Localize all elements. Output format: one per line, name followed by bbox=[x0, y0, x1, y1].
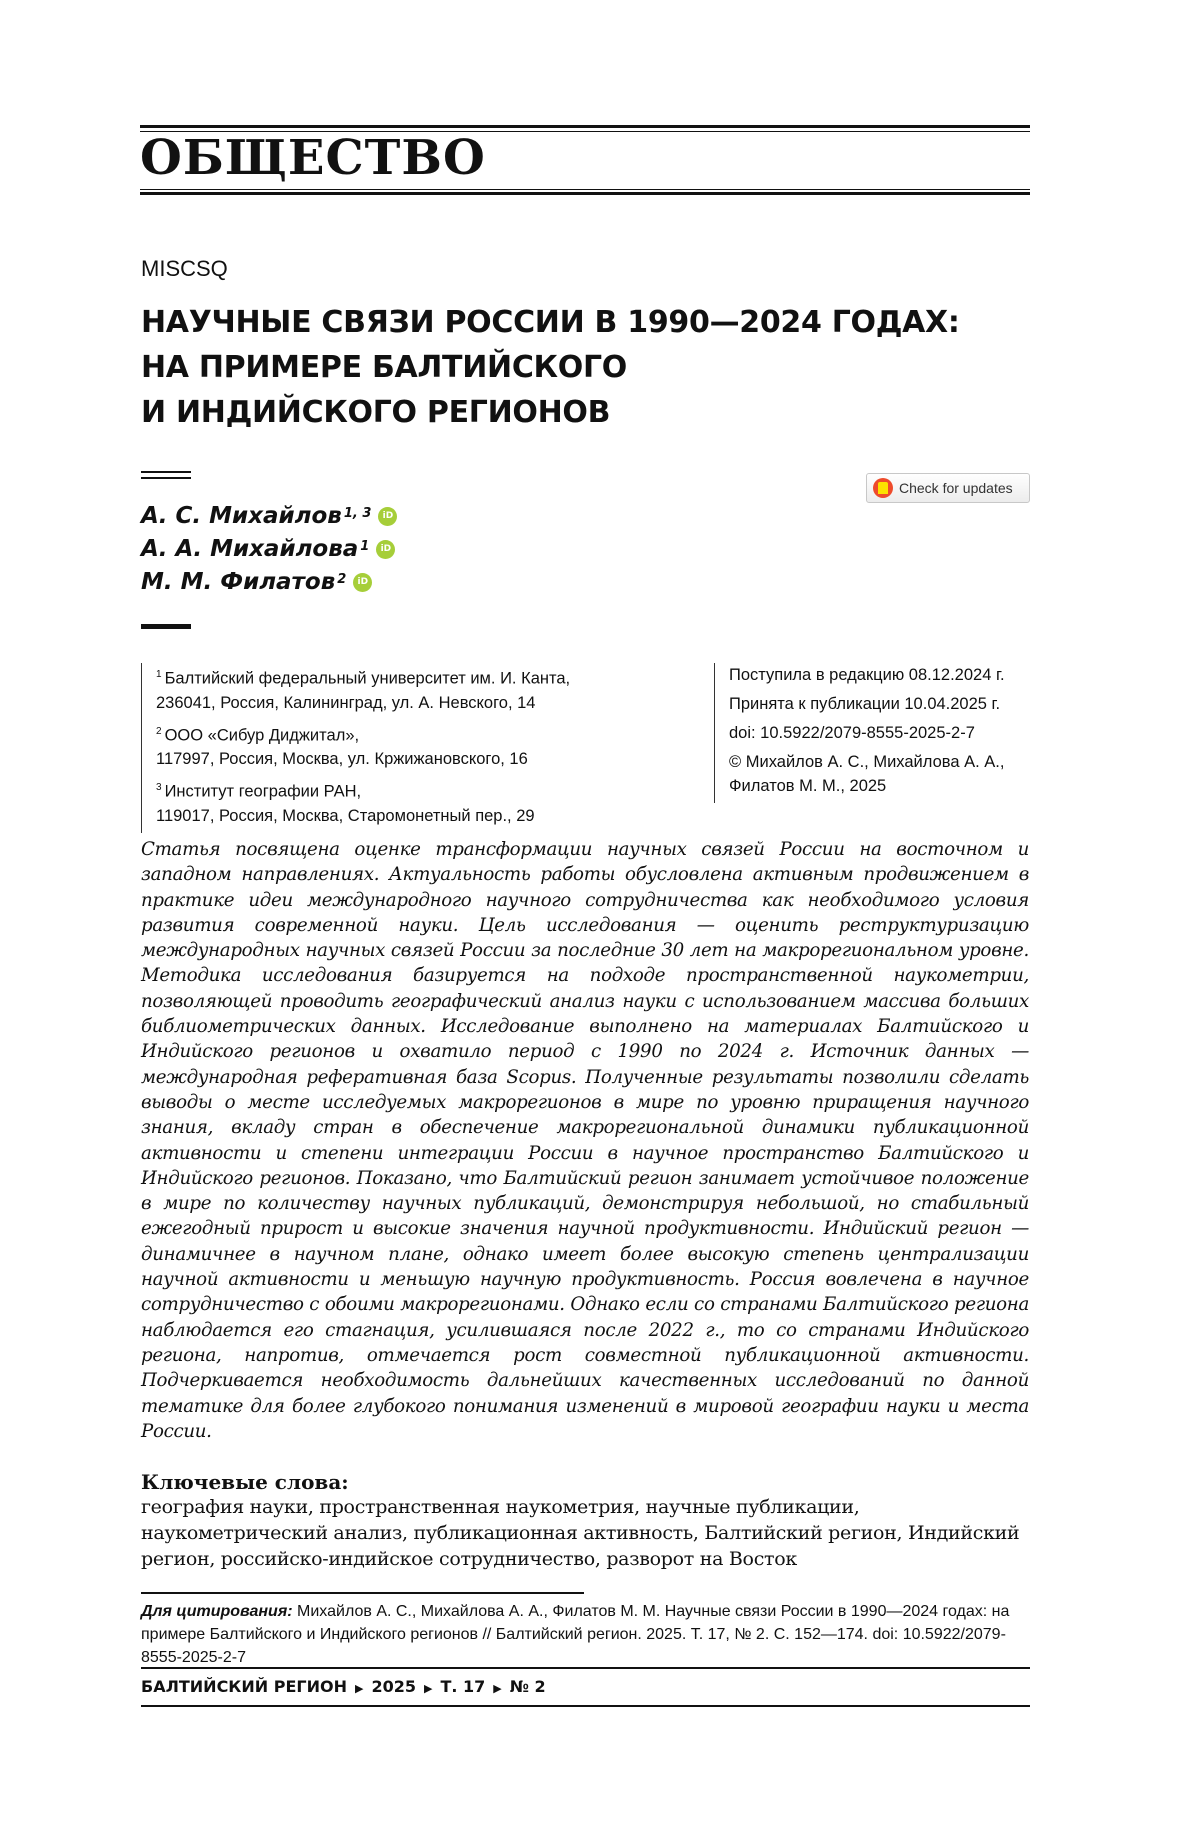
author-affiliation-marker: 1 bbox=[360, 530, 369, 563]
author-separator-top bbox=[141, 471, 191, 473]
section-title: ОБЩЕСТВО bbox=[140, 127, 486, 189]
author-name: А. С. Михайлов bbox=[141, 500, 342, 533]
author-affiliation-marker: 1, 3 bbox=[344, 497, 372, 530]
triangle-icon: ▶ bbox=[424, 1682, 432, 1695]
triangle-icon: ▶ bbox=[493, 1682, 501, 1695]
check-for-updates-label: Check for updates bbox=[899, 480, 1013, 496]
affiliation bbox=[156, 776, 666, 828]
citation-rule bbox=[141, 1592, 584, 1594]
footer-journal: БАЛТИЙСКИЙ РЕГИОН bbox=[141, 1677, 347, 1696]
title-line: НА ПРИМЕРЕ БАЛТИЙСКОГО bbox=[141, 345, 1021, 390]
author bbox=[141, 533, 397, 566]
citation-label: Для цитирования: bbox=[141, 1603, 293, 1620]
keywords: география науки, пространственная наукометрия, научные публикации, наукометрический анализ, публикационная активность, Балтийский регион, Индийский регион, российско-индийское сотрудничество, разворот на Восток bbox=[141, 1494, 1029, 1572]
affiliation-line: Институт географии РАН, bbox=[165, 783, 362, 801]
author bbox=[141, 566, 397, 599]
title-line: НАУЧНЫЕ СВЯЗИ РОССИИ В 1990—2024 ГОДАХ: bbox=[141, 300, 1021, 345]
citation-text: Михайлов А. С., Михайлова А. А., Филатов М. М. Научные связи России в 1990—2024 годах: на примере Балтийского и Индийского регионов // Балтийский регион. 2025. Т. 17, № 2. С. 152—174. doi: 10.5922/2079-8555-2025-2-7 bbox=[141, 1603, 1009, 1666]
article-title bbox=[141, 300, 1021, 435]
author-name: А. А. Михайлова bbox=[141, 533, 358, 566]
doi[interactable]: doi: 10.5922/2079-8555-2025-2-7 bbox=[729, 721, 1049, 745]
copyright: © Михайлов А. С., Михайлова А. А., Филатов М. М., 2025 bbox=[729, 750, 1049, 798]
abstract: Статья посвящена оценке трансформации научных связей России на восточном и западном направлениях. Актуальность работы обусловлена активным продвижением в практике идеи международного научного сотрудничества как необходимого условия развития современной науки. Цель исследования — оценить реструктуризацию международных научных связей России за последние 30 лет на макрорегиональном уровне. Методика исследования базируется на подходе пространственной наукометрии, позволяющей проводить географический анализ науки с использованием массива больших библиометрических данных. Исследование выполнено на материалах Балтийского и Индийского регионов и охватило период с 1990 по 2024 г. Источник данных — международная реферативная база Scopus. Полученные результаты позволили сделать выводы о месте исследуемых макрорегионов в мире по уровню приращения научного знания, вкладу стран в обеспечение макрорегиональной динамики публикационной активности и степени интеграции России в научное пространство Балтийского и Индийского регионов. Показано, что Балтийский регион занимает устойчивое положение в мире по количеству научных публикаций, демонстрируя небольшой, но стабильный ежегодный прирост и высокие значения научной продуктивности. Индийский регион — динамичнее в научном плане, однако имеет более высокую степень централизации научной активности и меньшую научную продуктивность. Россия вовлечена в научное сотрудничество с обоими макрорегионами. Однако если со странами Балтийского региона наблюдается его стагнация, усилившаяся после 2022 г., то со странами Индийского региона, напротив, отмечается рост совместной публикационной активности. Подчеркивается необходимость дальнейших качественных исследований по данной тематике для более глубокого понимания изменений в мировой географии науки и места России. bbox=[141, 837, 1029, 1444]
crossmark-icon bbox=[873, 478, 893, 498]
title-line: И ИНДИЙСКОГО РЕГИОНОВ bbox=[141, 390, 1021, 435]
author-name: М. М. Филатов bbox=[141, 566, 335, 599]
affiliations bbox=[141, 663, 666, 833]
running-footer bbox=[141, 1676, 546, 1700]
affiliation-line: ООО «Сибур Диджитал», bbox=[165, 726, 360, 744]
affiliation-line: Балтийский федеральный университет им. И. Канта, bbox=[165, 670, 571, 688]
orcid-icon[interactable]: iD bbox=[353, 573, 372, 592]
affiliation-number: 3 bbox=[156, 782, 162, 793]
orcid-icon[interactable]: iD bbox=[378, 507, 397, 526]
article-first-page bbox=[0, 0, 1200, 1835]
publication-meta bbox=[714, 663, 1049, 803]
affiliation-line: 117997, Россия, Москва, ул. Кржижановского, 16 bbox=[156, 750, 528, 768]
citation bbox=[141, 1600, 1031, 1669]
footer-issue: № 2 bbox=[510, 1677, 546, 1696]
received-date: Поступила в редакцию 08.12.2024 г. bbox=[729, 663, 1049, 687]
affiliation bbox=[156, 663, 666, 715]
author-affiliation-marker: 2 bbox=[337, 563, 346, 596]
footer-rule-top bbox=[141, 1667, 1030, 1669]
orcid-icon[interactable]: iD bbox=[376, 540, 395, 559]
author bbox=[141, 500, 397, 533]
udc-code: MISCSQ bbox=[141, 256, 228, 282]
footer-year: 2025 bbox=[371, 1677, 416, 1696]
section-rule-thin bbox=[140, 189, 1030, 190]
triangle-icon: ▶ bbox=[355, 1682, 363, 1695]
check-for-updates-button[interactable] bbox=[866, 473, 1030, 503]
accepted-date: Принята к публикации 10.04.2025 г. bbox=[729, 692, 1049, 716]
affiliation-line: 236041, Россия, Калининград, ул. А. Невского, 14 bbox=[156, 694, 535, 712]
footer-rule-bottom bbox=[141, 1705, 1030, 1707]
footer-volume: Т. 17 bbox=[440, 1677, 485, 1696]
affiliation-number: 1 bbox=[156, 669, 162, 680]
section-rule-thick bbox=[140, 192, 1030, 195]
authors-end-rule bbox=[141, 624, 191, 629]
keywords-heading: Ключевые слова: bbox=[141, 1470, 349, 1494]
affiliation-line: 119017, Россия, Москва, Старомонетный пер., 29 bbox=[156, 807, 535, 825]
author-separator-bottom bbox=[141, 477, 191, 479]
author-list bbox=[141, 500, 397, 599]
affiliation-number: 2 bbox=[156, 726, 162, 737]
affiliation bbox=[156, 720, 666, 772]
